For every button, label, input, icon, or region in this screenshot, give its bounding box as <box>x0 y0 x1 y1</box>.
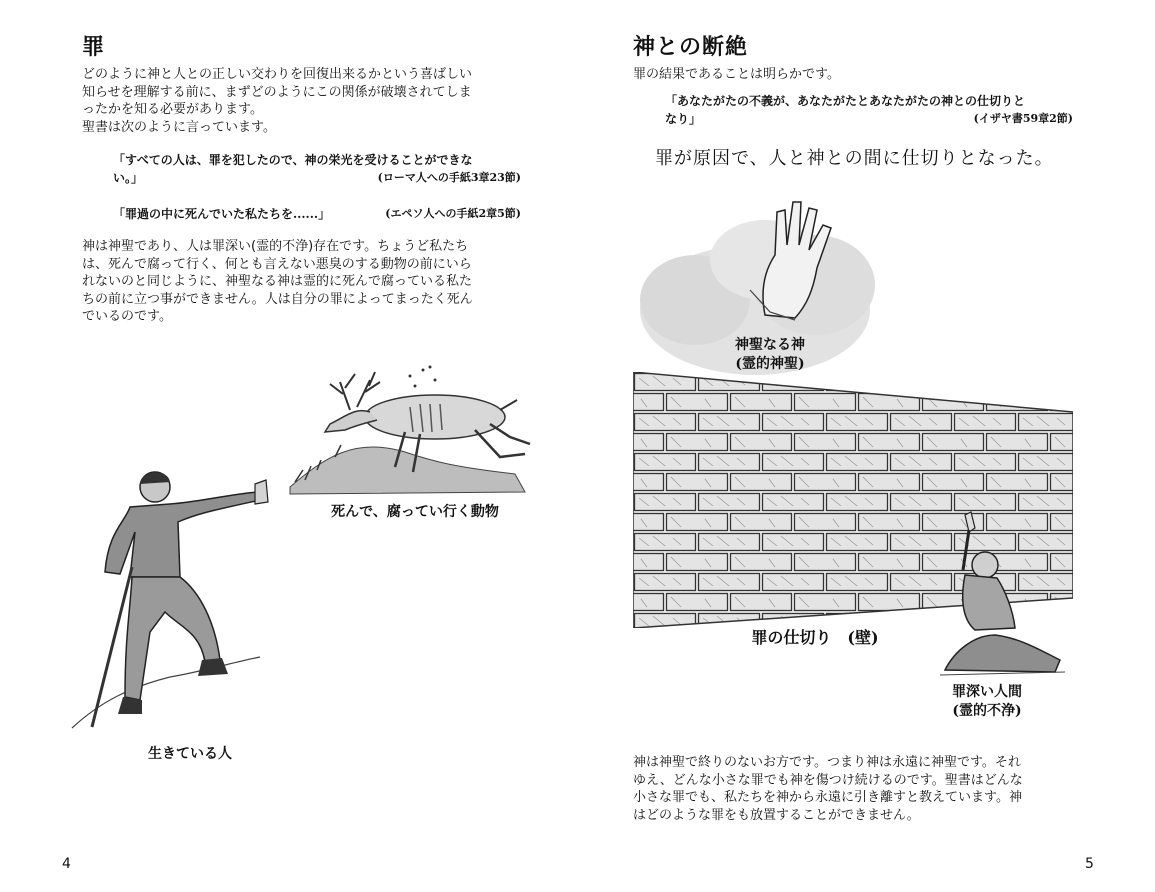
text-line: ゆえ、どんな小さな罪でも神を傷つけ続けるのです。聖書はどんな <box>633 772 1023 788</box>
quote-reference: (エペソ人への手紙2章5節) <box>385 207 521 220</box>
right-intro: 罪の結果であることは明らかです。 <box>633 67 840 82</box>
quote-reference: (イザヤ書59章2節) <box>973 112 1073 125</box>
caption-line: (霊的不浄) <box>952 703 1022 719</box>
scripture-quote-ephesians <box>113 205 523 223</box>
sinner-man-illustration <box>935 510 1070 680</box>
quote-line: い。」 <box>113 171 144 185</box>
scripture-quote-isaiah <box>665 92 1075 128</box>
text-line: れないのと同じように、神聖なる神は霊的に死んで腐っている私た <box>82 274 473 289</box>
right-page-title: 神との断絶 <box>633 35 749 60</box>
caption-line: 神聖なる神 <box>735 337 805 353</box>
living-man-illustration <box>70 462 270 732</box>
text-line: でいるのです。 <box>82 309 172 324</box>
text-line: 神は神聖で終りのないお方です。つまり神は永遠に神聖です。それ <box>633 755 1021 770</box>
quote-line: 「罪過の中に死んでいた私たちを......」 <box>113 207 331 221</box>
quote-reference: (ローマ人への手紙3章23節) <box>377 171 521 184</box>
left-page-title: 罪 <box>82 35 106 60</box>
dead-deer-illustration <box>285 362 540 497</box>
text-line: 知らせを理解する前に、まずどのようにこの関係が破壊されてしま <box>82 84 472 100</box>
text-line: は、死んで腐って行く、何とも言えない悪臭のする動物の前にいら <box>82 256 472 272</box>
caption-dead-animal: 死んで、腐ってい行く動物 <box>331 504 499 520</box>
scripture-quote-romans <box>113 151 523 187</box>
caption-wall: 罪の仕切り (壁) <box>751 628 879 647</box>
text-line: ちの前に立つ事ができません。人は自分の罪によってまったく死ん <box>82 291 473 307</box>
quote-line: 「すべての人は、罪を犯したので、神の栄光を受けることができな <box>113 153 473 167</box>
left-body-paragraph <box>82 238 532 326</box>
text-line: ったかを知る必要があります。 <box>82 102 263 117</box>
caption-holy-god <box>710 336 830 374</box>
text-line: 神は神聖であり、人は罪深い(霊的不浄)存在です。ちょうど私たち <box>82 239 469 254</box>
quote-line: なり」 <box>665 112 702 126</box>
text-line: 小さな罪でも、私たちを神から永遠に引き離すと教えています。神 <box>633 790 1022 805</box>
right-headline: 罪が原因で、人と神との間に仕切りとなった。 <box>655 148 1054 169</box>
caption-sinful-man <box>932 683 1042 721</box>
text-line: はどのような罪をも放置することができません。 <box>633 807 920 823</box>
right-body-paragraph <box>633 754 1088 824</box>
quote-line: 「あなたがたの不義が、あなたがたとあなたがたの神との仕切りと <box>665 94 1026 108</box>
caption-living-man: 生きている人 <box>148 746 232 762</box>
text-line: どのように神と人との正しい交わりを回復出来るかという喜ばしい <box>82 67 473 82</box>
text-line: 聖書は次のように言っています。 <box>82 119 276 135</box>
right-page-number: 5 <box>1085 856 1094 872</box>
caption-line: (霊的神聖) <box>735 356 805 372</box>
left-intro-paragraph <box>82 66 532 136</box>
caption-line: 罪深い人間 <box>952 684 1022 700</box>
left-page-number: 4 <box>62 856 71 872</box>
